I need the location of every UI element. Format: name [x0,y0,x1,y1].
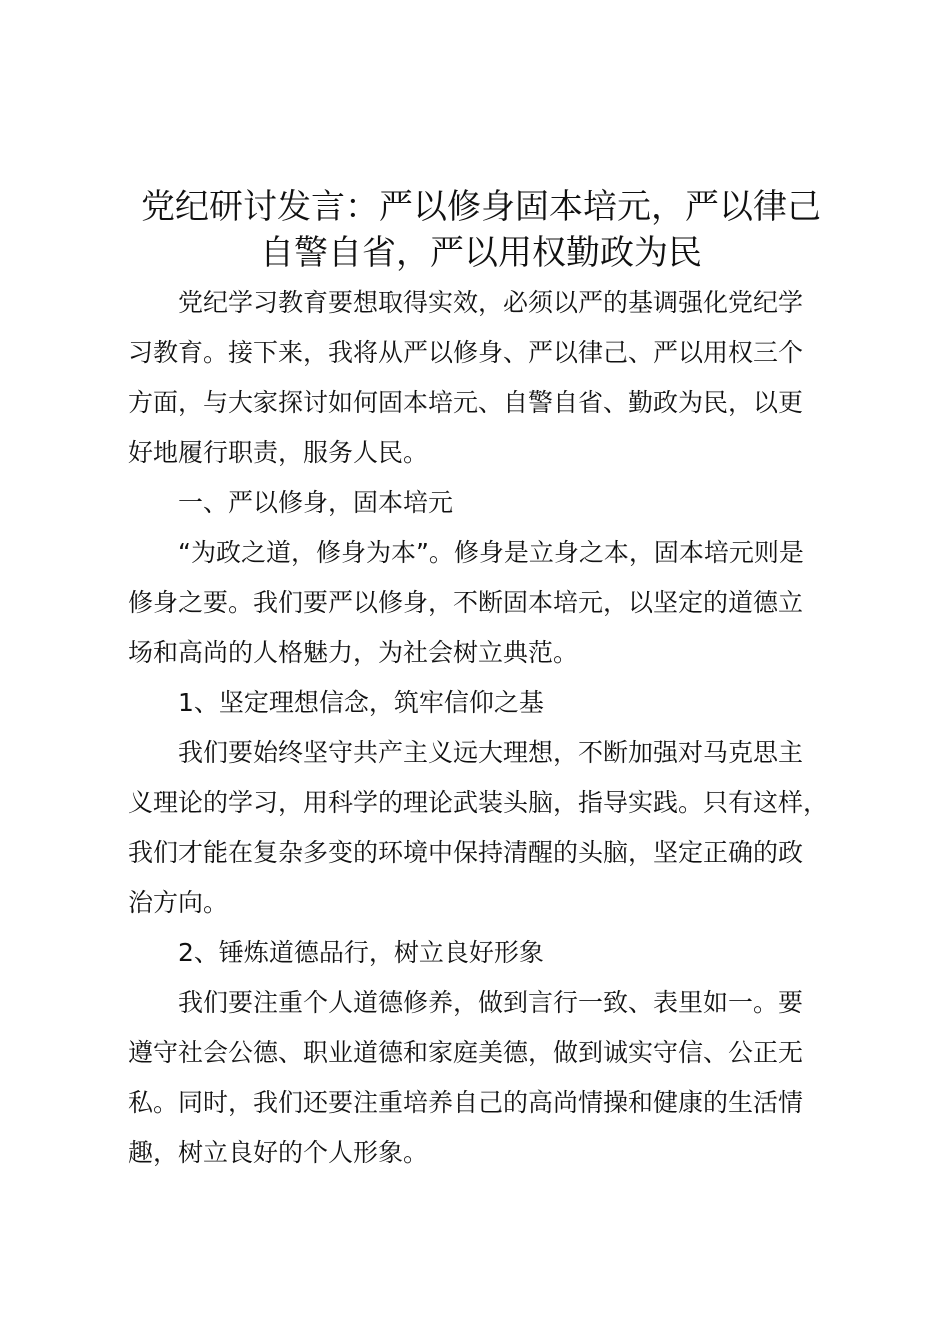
document-title [128,184,834,276]
paragraph-line: 我们要注重个人道德修养，做到言行一致、表里如一。要 [178,988,804,1017]
section-heading: 1、坚定理想信念，筑牢信仰之基 [178,688,544,717]
paragraph-line: “为政之道，修身为本”。修身是立身之本，固本培元则是 [178,538,804,567]
paragraph-line: 党纪学习教育要想取得实效，必须以严的基调强化党纪学 [178,288,804,317]
paragraph-line: 习教育。接下来，我将从严以修身、严以律己、严以用权三个 [128,338,804,367]
paragraph [128,978,834,1178]
paragraph-line: 私。同时，我们还要注重培养自己的高尚情操和健康的生活情 [128,1088,804,1117]
paragraph-line: 我们才能在复杂多变的环境中保持清醒的头脑，坚定正确的政 [128,838,804,867]
paragraph-line: 遵守社会公德、职业道德和家庭美德，做到诚实守信、公正无 [128,1038,804,1067]
paragraph-line: 我们要始终坚守共产主义远大理想，不断加强对马克思主 [178,738,804,767]
paragraph-line: 场和高尚的人格魅力，为社会树立典范。 [128,638,579,667]
title-line-1: 党纪研讨发言：严以修身固本培元，严以律己 [141,187,821,227]
document-page [128,184,834,1178]
paragraph-line: 趣，树立良好的个人形象。 [128,1138,429,1167]
section-heading: 2、锤炼道德品行，树立良好形象 [178,938,544,967]
paragraph [128,528,834,678]
paragraph-line: 义理论的学习，用科学的理论武装头脑，指导实践。只有这样， [128,788,829,817]
paragraph-line: 修身之要。我们要严以修身，不断固本培元，以坚定的道德立 [128,588,804,617]
title-line-2: 自警自省，严以用权勤政为民 [260,233,702,273]
paragraph-line: 治方向。 [128,888,229,917]
paragraph-line: 好地履行职责，服务人民。 [128,438,429,467]
paragraph [128,728,834,928]
document-body [128,278,834,1178]
section-heading: 一、严以修身，固本培元 [178,488,454,517]
paragraph [128,278,834,478]
paragraph-line: 方面，与大家探讨如何固本培元、自警自省、勤政为民，以更 [128,388,804,417]
